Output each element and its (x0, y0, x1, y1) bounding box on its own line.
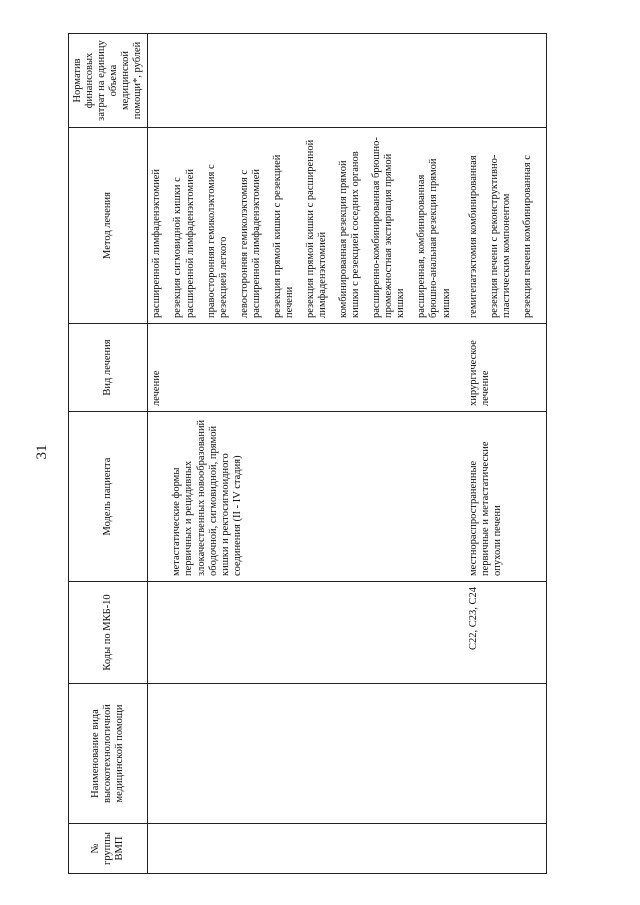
cell-care-name (465, 684, 547, 824)
method-item: расширенной лимфаденэктомией (151, 168, 163, 318)
cell-cost-norm (465, 34, 547, 128)
cell-treatment-type: хирургическое лечение (465, 324, 547, 412)
cell-care-name (148, 684, 465, 824)
method-item: комбинированная резекция прямой кишки с резекцией соседних органов (338, 151, 362, 318)
cell-icd-codes (148, 582, 465, 684)
method-item: расширенно-комбинированная брюшно-промежностная экстирпация прямой кишки (371, 137, 407, 318)
page-number: 31 (34, 444, 50, 460)
cell-cost-norm (148, 34, 465, 128)
cell-icd-codes: C22, C23, C24 (465, 582, 547, 684)
method-item: резекция прямой кишки с расширенной лимфаденэктомией (304, 139, 328, 318)
header-icd-codes: Коды по МКБ-10 (69, 582, 148, 684)
cell-patient-model: местнораспространенные первичные и метастатические опухоли печени (465, 412, 547, 582)
rotated-scan (20, 12, 620, 892)
method-item: левосторонняя гемиколэктомия с расширенной лимфаденэктомией (238, 168, 262, 318)
method-item: резекция прямой кишки с резекцией печени (271, 154, 295, 318)
table-row (148, 34, 465, 874)
method-item: резекция печени с реконструктивно-пластическим компонентом (488, 154, 512, 318)
method-item: гемигепатэктомия комбинированная (467, 155, 479, 318)
table-row (465, 34, 547, 874)
cell-treatment-methods (465, 128, 547, 324)
cell-group-number (465, 824, 547, 874)
method-item: резекция сигмовидной кишки с расширенной лимфаденэктомией (172, 168, 196, 318)
cell-patient-model: метастатические формы первичных и рецидивных злокачественных новообразований ободочной, сигмовидной, прямой кишки и ректосигмоидного соединения (II - IV стадия) (148, 412, 465, 582)
header-row (69, 34, 148, 874)
cell-treatment-type: лечение (148, 324, 465, 412)
cell-group-number (148, 824, 465, 874)
method-item: правосторонняя гемиколэктомия с резекцией легкого (205, 164, 229, 318)
header-group-number: № группы ВМП (69, 824, 148, 874)
header-care-name: Наименование вида высокотехнологичной медицинской помощи (69, 684, 148, 824)
method-item: расширенная, комбинированная брюшно-анальная резекция прямой кишки (416, 158, 452, 318)
header-treatment-type: Вид лечения (69, 324, 148, 412)
method-item: резекция печени комбинированная с (521, 155, 533, 318)
cell-treatment-methods (148, 128, 465, 324)
header-patient-model: Модель пациента (69, 412, 148, 582)
header-treatment-method: Метод лечения (69, 128, 148, 324)
treatment-table (68, 33, 547, 874)
header-cost-norm: Норматив финансовых затрат на единицу объема медицинской помощи*, рублей (69, 34, 148, 128)
